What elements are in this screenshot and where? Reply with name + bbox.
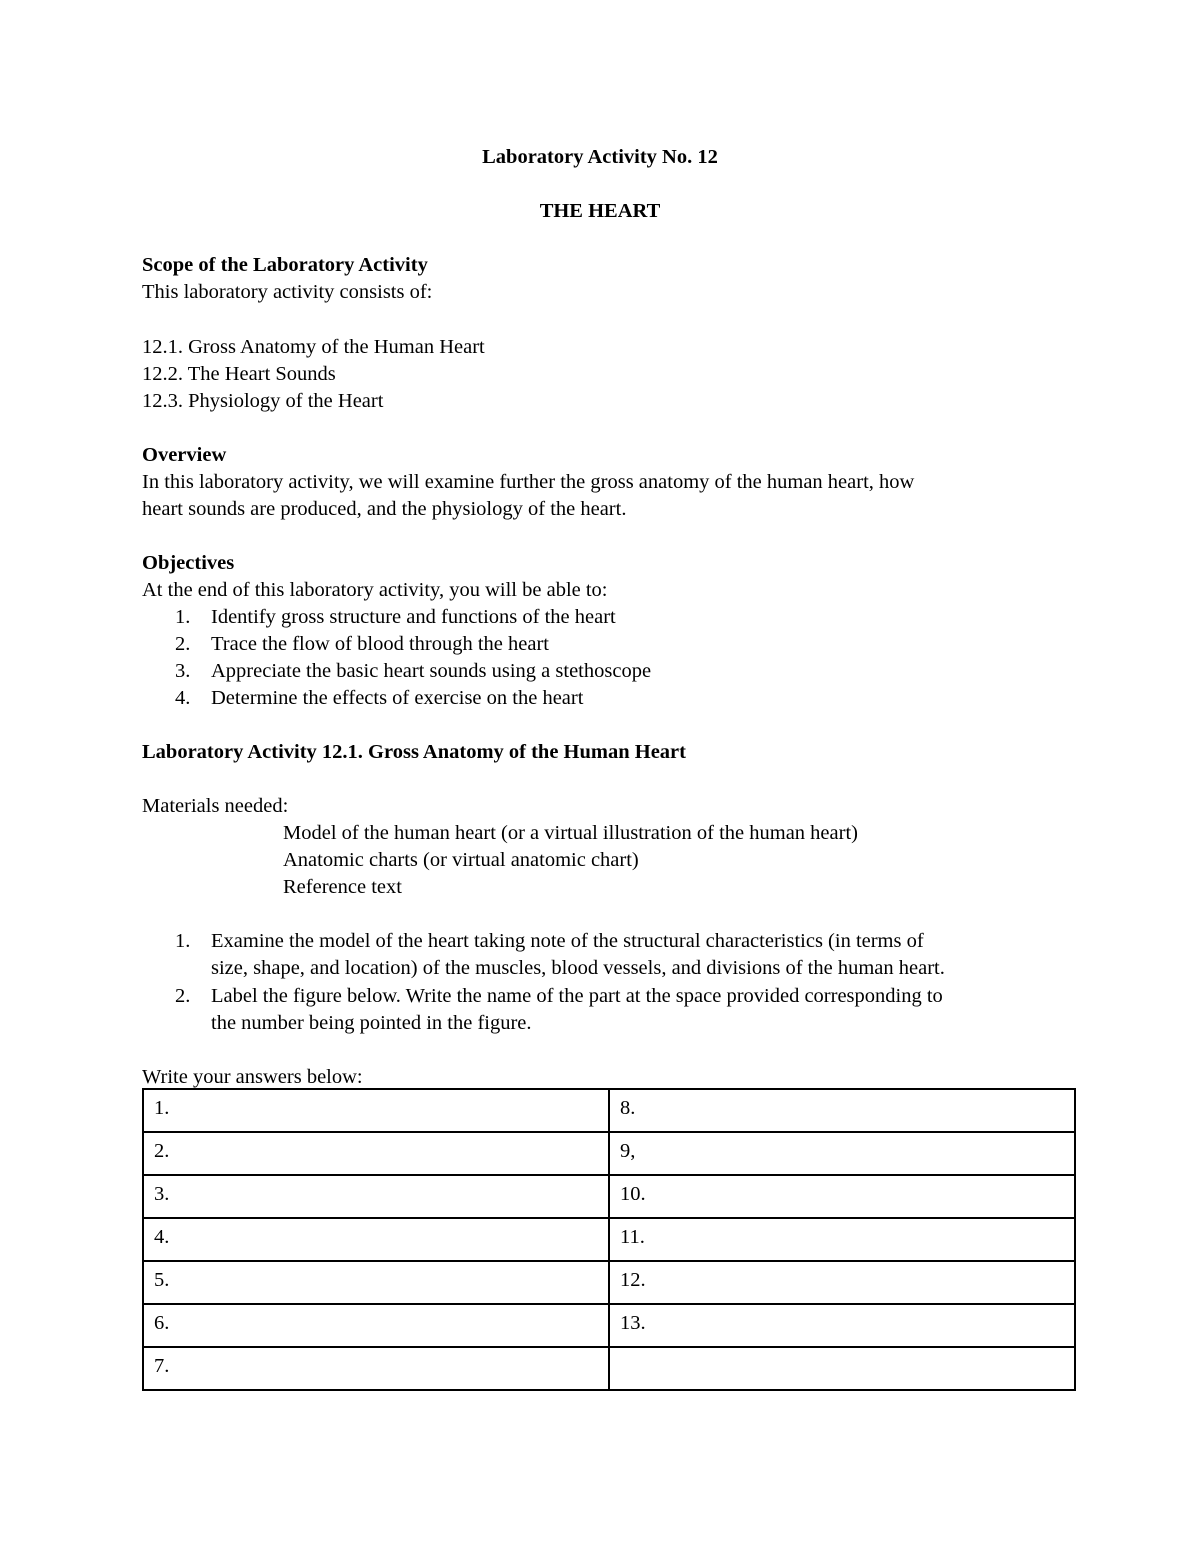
table-row	[143, 1175, 1075, 1218]
document-title: Laboratory Activity No. 12	[482, 146, 718, 168]
answer-number: 2.	[154, 1140, 170, 1162]
table-row	[143, 1347, 1075, 1390]
objective-text: Identify gross structure and functions of the heart	[211, 606, 616, 628]
materials-label: Materials needed:	[142, 795, 289, 817]
overview-heading: Overview	[142, 444, 227, 466]
answer-cell[interactable]	[609, 1089, 1075, 1132]
step-text: the number being pointed in the figure.	[211, 1012, 532, 1034]
objective-number: 3.	[175, 660, 191, 682]
step-text: Label the figure below. Write the name of the part at the space provided corresponding to	[211, 985, 943, 1007]
material-item: Reference text	[283, 876, 402, 898]
answer-cell[interactable]	[609, 1175, 1075, 1218]
answer-cell[interactable]	[143, 1261, 609, 1304]
step-number: 2.	[175, 985, 191, 1007]
table-row	[143, 1261, 1075, 1304]
material-item: Anatomic charts (or virtual anatomic chart)	[283, 849, 639, 871]
answer-cell[interactable]	[609, 1347, 1075, 1390]
answer-number: 5.	[154, 1269, 170, 1291]
answer-number: 7.	[154, 1355, 170, 1377]
answer-cell[interactable]	[143, 1218, 609, 1261]
answer-number: 8.	[620, 1097, 636, 1119]
answer-number: 13.	[620, 1312, 646, 1334]
objective-text: Appreciate the basic heart sounds using a stethoscope	[211, 660, 652, 682]
overview-line: heart sounds are produced, and the physiology of the heart.	[142, 498, 627, 520]
answer-cell[interactable]	[143, 1089, 609, 1132]
answer-cell[interactable]	[143, 1304, 609, 1347]
answer-number: 10.	[620, 1183, 646, 1205]
table-row	[143, 1132, 1075, 1175]
document-subtitle: THE HEART	[539, 200, 661, 222]
answer-number: 4.	[154, 1226, 170, 1248]
scope-item: 12.3. Physiology of the Heart	[142, 390, 384, 412]
answer-number: 6.	[154, 1312, 170, 1334]
scope-intro: This laboratory activity consists of:	[142, 281, 433, 303]
objective-number: 4.	[175, 687, 191, 709]
answer-cell[interactable]	[143, 1132, 609, 1175]
table-row	[143, 1089, 1075, 1132]
answer-number: 1.	[154, 1097, 170, 1119]
step-text: size, shape, and location) of the muscles, blood vessels, and divisions of the human heart.	[211, 957, 945, 979]
objectives-intro: At the end of this laboratory activity, you will be able to:	[142, 579, 608, 601]
answer-cell[interactable]	[143, 1347, 609, 1390]
answer-cell[interactable]	[609, 1218, 1075, 1261]
objective-number: 1.	[175, 606, 191, 628]
answer-number: 3.	[154, 1183, 170, 1205]
answer-table	[142, 1088, 1076, 1391]
objective-text: Trace the flow of blood through the heart	[211, 633, 549, 655]
answer-cell[interactable]	[609, 1304, 1075, 1347]
answer-number: 9,	[620, 1140, 636, 1162]
scope-heading: Scope of the Laboratory Activity	[142, 254, 428, 276]
answer-number: 12.	[620, 1269, 646, 1291]
answer-cell[interactable]	[609, 1132, 1075, 1175]
objectives-heading: Objectives	[142, 552, 235, 574]
answer-cell[interactable]	[143, 1175, 609, 1218]
answer-cell[interactable]	[609, 1261, 1075, 1304]
table-row	[143, 1218, 1075, 1261]
material-item: Model of the human heart (or a virtual illustration of the human heart)	[283, 822, 858, 844]
table-row	[143, 1304, 1075, 1347]
answers-label: Write your answers below:	[142, 1066, 363, 1088]
step-text: Examine the model of the heart taking note of the structural characteristics (in terms of	[211, 930, 924, 952]
overview-line: In this laboratory activity, we will examine further the gross anatomy of the human heart, how	[142, 471, 915, 493]
step-number: 1.	[175, 930, 191, 952]
scope-item: 12.2. The Heart Sounds	[142, 363, 336, 385]
objective-number: 2.	[175, 633, 191, 655]
scope-item: 12.1. Gross Anatomy of the Human Heart	[142, 336, 485, 358]
answer-number: 11.	[620, 1226, 645, 1248]
activity-heading: Laboratory Activity 12.1. Gross Anatomy of the Human Heart	[142, 741, 686, 763]
objective-text: Determine the effects of exercise on the heart	[211, 687, 584, 709]
